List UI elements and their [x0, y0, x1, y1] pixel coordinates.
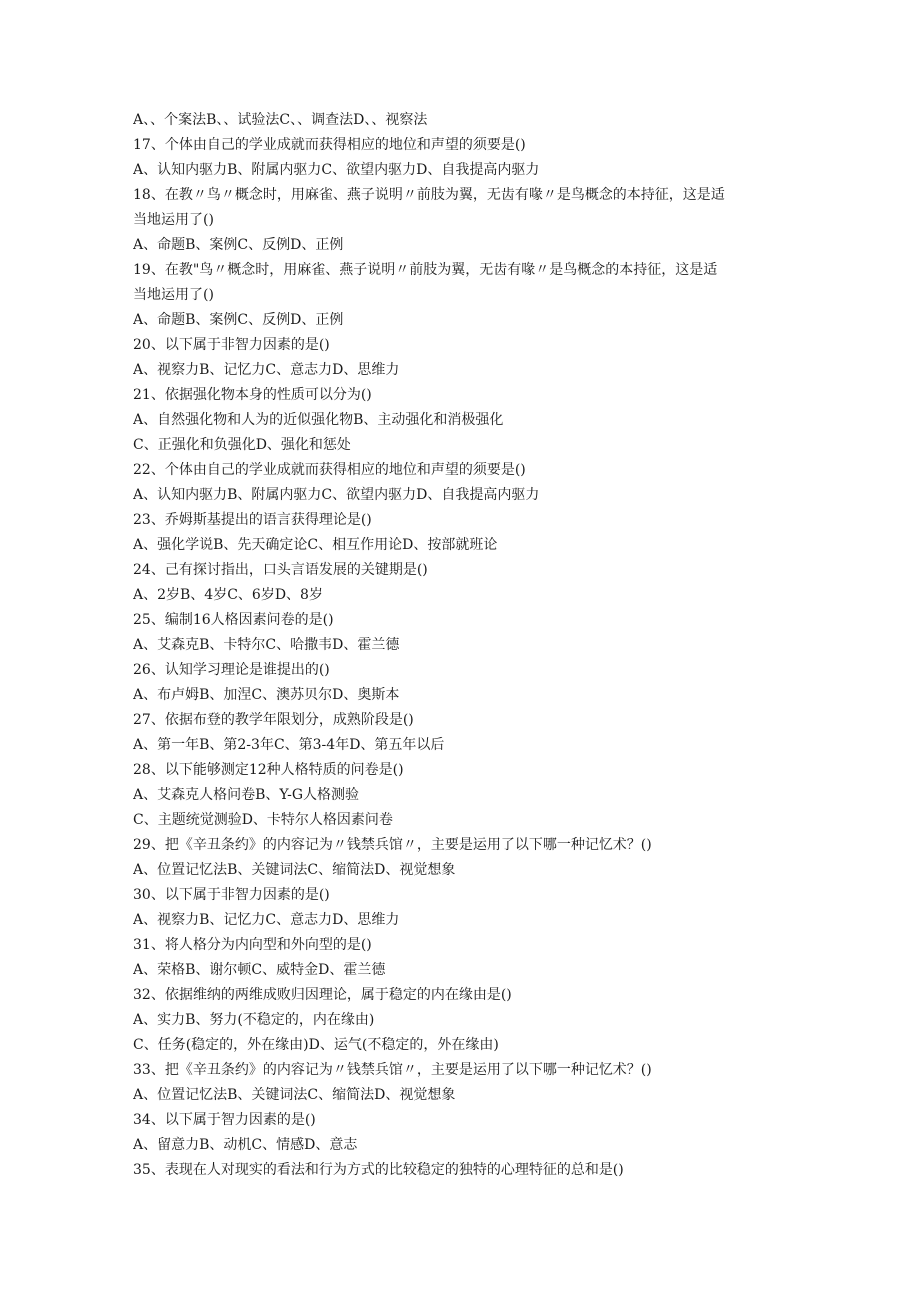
text-line: 29、把《辛丑条约》的内容记为〃钱禁兵馆〃，主要是运用了以下哪一种记忆术？(): [133, 837, 652, 853]
text-line: A、视察力B、记忆力C、意志力D、思维力: [133, 362, 400, 378]
text-line: A、位置记忆法B、关键词法C、缩简法D、视觉想象: [133, 862, 456, 878]
text-line: 27、依据布登的教学年限划分，成熟阶段是(): [133, 712, 414, 728]
text-line: 19、在教"鸟〃概念时，用麻雀、燕子说明〃前肢为翼，无齿有喙〃是鸟概念的本持征，这是适: [133, 262, 718, 278]
text-line: A、艾森克B、卡特尔C、哈撒韦D、霍兰德: [133, 637, 400, 653]
text-line: A、荣格B、谢尔顿C、威特金D、霍兰德: [133, 962, 386, 978]
text-line: 17、个体由自己的学业成就而获得相应的地位和声望的须要是(): [133, 137, 526, 153]
text-line: A、认知内驱力B、附属内驱力C、欲望内驱力D、自我提高内驱力: [133, 162, 540, 178]
text-line: C、任务(稳定的，外在缘由)D、运气(不稳定的，外在缘由): [133, 1037, 499, 1053]
text-line: 28、以下能够测定12种人格特质的问卷是(): [133, 762, 404, 778]
text-line: 23、乔姆斯基提出的语言获得理论是(): [133, 512, 372, 528]
text-line: 32、依据维纳的两维成败归因理论，属于稳定的内在缘由是(): [133, 987, 512, 1003]
text-line: 当地运用了(): [133, 212, 214, 228]
text-line: A、实力B、努力(不稳定的，内在缘由): [133, 1012, 375, 1028]
text-line: A、自然强化物和人为的近似强化物B、主动强化和消极强化: [133, 412, 504, 428]
text-line: 25、编制16人格因素问卷的是(): [133, 612, 334, 628]
text-line: 30、以下属于非智力因素的是(): [133, 887, 330, 903]
text-line: A、艾森克人格问卷B、Y-G人格测验: [133, 787, 360, 803]
text-line: A、认知内驱力B、附属内驱力C、欲望内驱力D、自我提高内驱力: [133, 487, 540, 503]
text-line: 26、认知学习理论是谁提出的(): [133, 662, 330, 678]
text-line: A、强化学说B、先天确定论C、相互作用论D、按部就班论: [133, 537, 498, 553]
text-line: 34、以下属于智力因素的是(): [133, 1112, 316, 1128]
text-line: C、正强化和负强化D、强化和惩处: [133, 437, 351, 453]
text-line: 22、个体由自己的学业成就而获得相应的地位和声望的须要是(): [133, 462, 526, 478]
text-line: C、主题统觉测验D、卡特尔人格因素问卷: [133, 812, 393, 828]
text-line: 18、在教〃鸟〃概念时，用麻雀、燕子说明〃前肢为翼，无齿有喙〃是鸟概念的本持征，这是适: [133, 187, 725, 203]
text-line: 24、己有探讨指出，口头言语发展的关键期是(): [133, 562, 428, 578]
text-line: A、布卢姆B、加涅C、澳苏贝尔D、奥斯本: [133, 687, 400, 703]
text-line: 当地运用了(): [133, 287, 214, 303]
text-line: A、命题B、案例C、反例D、正例: [133, 312, 344, 328]
text-line: A、命题B、案例C、反例D、正例: [133, 237, 344, 253]
text-line: 21、依据强化物本身的性质可以分为(): [133, 387, 372, 403]
text-line: A、、个案法B、、试验法C、、调查法D、、视察法: [133, 112, 428, 128]
document-body: [133, 108, 803, 1183]
text-line: A、2岁B、4岁C、6岁D、8岁: [133, 587, 323, 603]
text-line: A、视察力B、记忆力C、意志力D、思维力: [133, 912, 400, 928]
text-line: 31、将人格分为内向型和外向型的是(): [133, 937, 372, 953]
text-line: A、位置记忆法B、关键词法C、缩简法D、视觉想象: [133, 1087, 456, 1103]
text-line: A、留意力B、动机C、情感D、意志: [133, 1137, 358, 1153]
text-line: 33、把《辛丑条约》的内容记为〃钱禁兵馆〃，主要是运用了以下哪一种记忆术？(): [133, 1062, 652, 1078]
text-line: 20、以下属于非智力因素的是(): [133, 337, 330, 353]
text-line: 35、表现在人对现实的看法和行为方式的比较稳定的独特的心理特征的总和是(): [133, 1162, 624, 1178]
text-line: A、第一年B、第2-3年C、第3-4年D、第五年以后: [133, 737, 445, 753]
